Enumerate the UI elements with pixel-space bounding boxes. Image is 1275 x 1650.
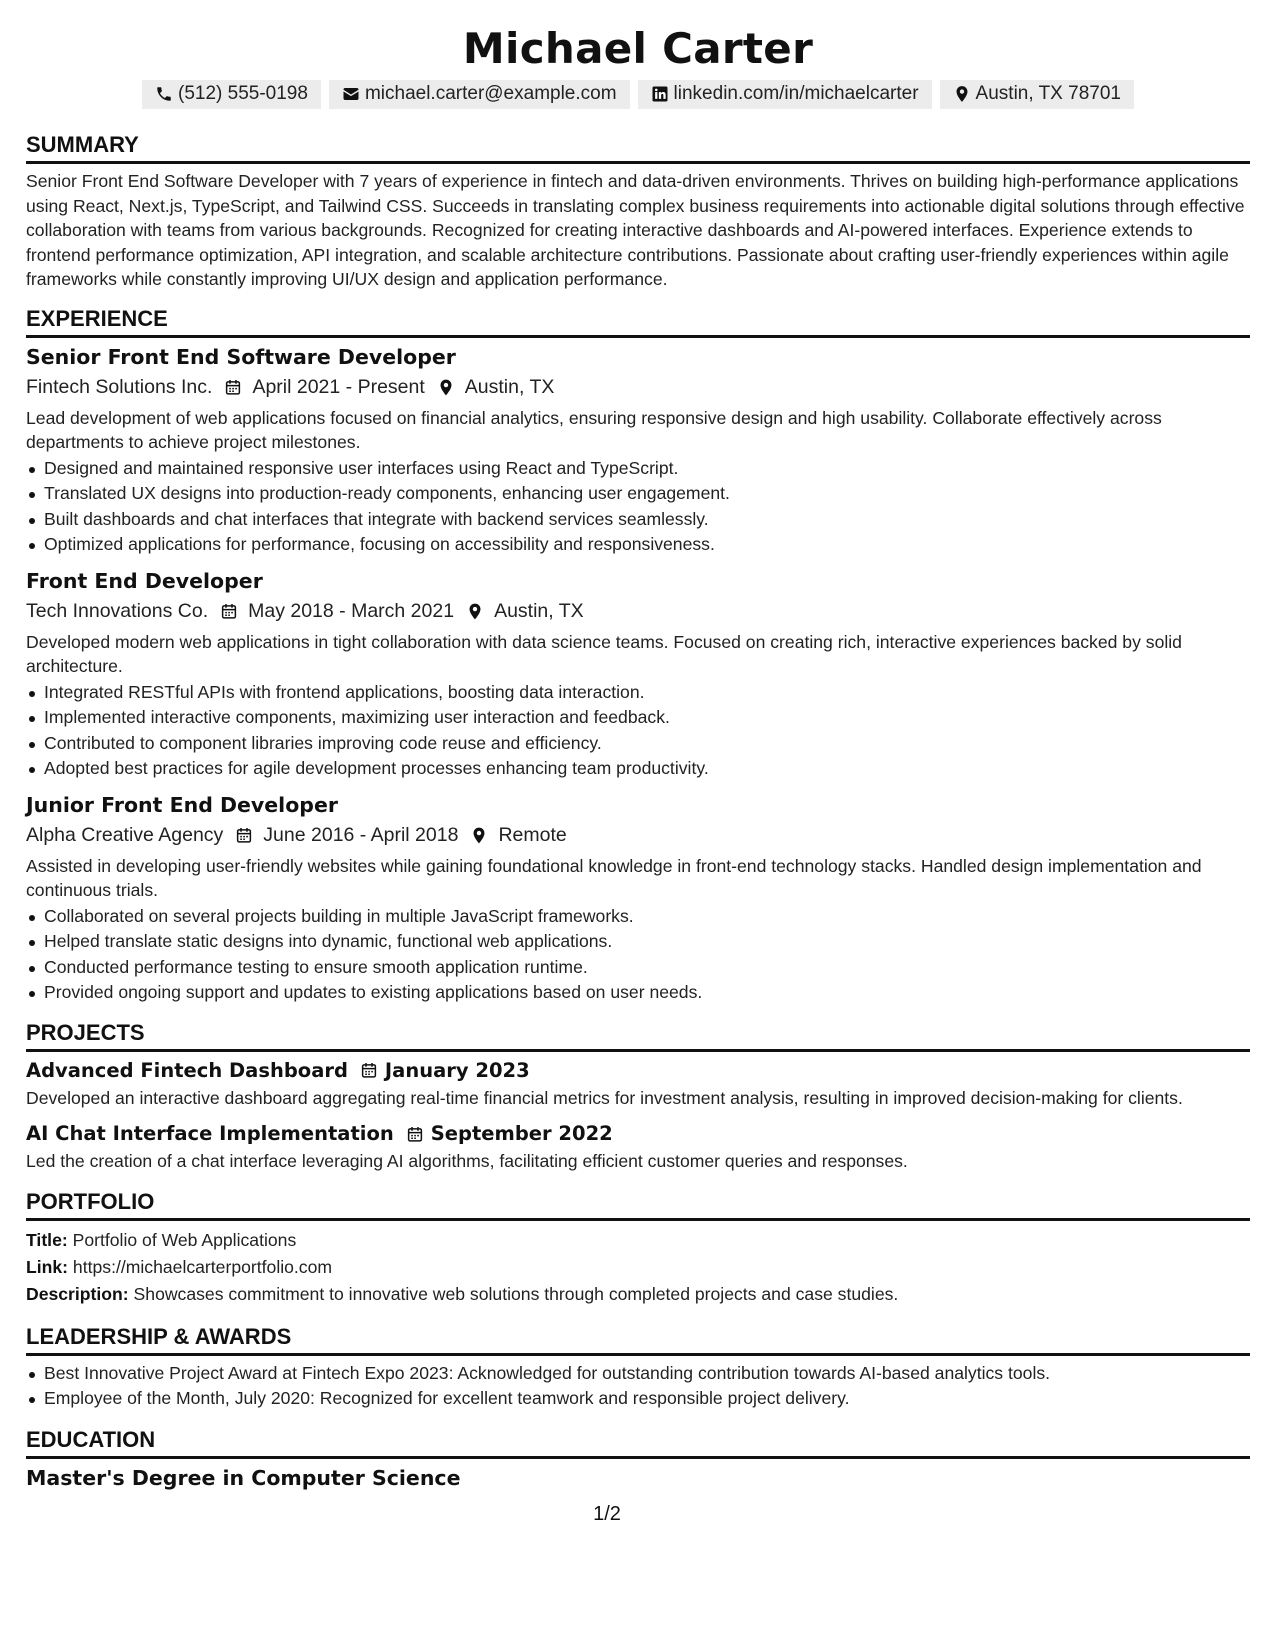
list-item: Built dashboards and chat interfaces that integrate with backend services seamlessly.	[26, 507, 1250, 533]
map-pin-icon	[953, 85, 971, 103]
job-company: Alpha Creative Agency	[26, 823, 224, 846]
map-pin-icon	[437, 378, 455, 397]
resume-page	[26, 0, 1250, 1491]
project-title-row	[26, 1058, 1250, 1084]
education-heading: EDUCATION	[26, 1427, 1250, 1459]
portfolio-title-label: Title:	[26, 1229, 68, 1250]
contact-phone[interactable]	[142, 80, 321, 109]
list-item: Contributed to component libraries improving code reuse and efficiency.	[26, 731, 1250, 757]
portfolio-link[interactable]: https://michaelcarterportfolio.com	[72, 1256, 333, 1277]
summary-text: Senior Front End Software Developer with 7 years of experience in fintech and data-driven environments. Thrives on building high-performance applications using React, Next.js, TypeScript, and Tailwind CSS. Succeeds in translating complex business requirements into actionable digital solutions through effective collaboration with teams from various backgrounds. Recognized for creating interactive dashboards and AI-powered interfaces. Experience extends to frontend performance optimization, API integration, and scalable architecture contributions. Passionate about crafting user-friendly experiences within agile frameworks while constantly improving UI/UX design and application performance.	[26, 171, 1245, 289]
job-company: Fintech Solutions Inc.	[26, 375, 213, 398]
portfolio-heading: PORTFOLIO	[26, 1189, 1250, 1221]
contact-location-text: Austin, TX 78701	[975, 83, 1121, 104]
portfolio-title-value: Portfolio of Web Applications	[72, 1229, 297, 1250]
projects-section	[26, 1020, 1250, 1174]
portfolio-description-value: Showcases commitment to innovative web solutions through completed projects and case studies.	[133, 1283, 899, 1304]
portfolio-title-row	[26, 1227, 1250, 1254]
contact-linkedin-text: linkedin.com/in/michaelcarter	[673, 83, 919, 104]
calendar-icon	[224, 378, 242, 397]
map-pin-icon	[470, 826, 488, 845]
summary-heading: SUMMARY	[26, 132, 1250, 164]
project-entry	[26, 1058, 1250, 1111]
contact-phone-text: (512) 555-0198	[178, 83, 308, 104]
list-item: Implemented interactive components, maximizing user interaction and feedback.	[26, 705, 1250, 731]
calendar-icon	[406, 1125, 424, 1144]
job-entry	[26, 792, 1250, 1006]
awards-section	[26, 1324, 1250, 1412]
education-section	[26, 1427, 1250, 1491]
candidate-name: Michael Carter	[462, 24, 814, 73]
education-degree: Master's Degree in Computer Science	[26, 1465, 461, 1490]
list-item: Best Innovative Project Award at Fintech Expo 2023: Acknowledged for outstanding contribution towards AI-based analytics tools.	[26, 1361, 1250, 1387]
job-description: Assisted in developing user-friendly websites while gaining foundational knowledge in front-end technology stacks. Handled design implementation and continuous trials.	[26, 855, 1202, 900]
project-name: Advanced Fintech Dashboard	[26, 1058, 348, 1082]
list-item: Helped translate static designs into dynamic, functional web applications.	[26, 929, 1250, 955]
job-dates: June 2016 - April 2018	[263, 823, 459, 846]
project-date: September 2022	[430, 1122, 613, 1145]
list-item: Integrated RESTful APIs with frontend applications, boosting data interaction.	[26, 680, 1250, 706]
list-item: Optimized applications for performance, focusing on accessibility and responsiveness.	[26, 532, 1250, 558]
list-item: Conducted performance testing to ensure smooth application runtime.	[26, 955, 1250, 981]
job-title: Front End Developer	[26, 568, 263, 593]
portfolio-description-row	[26, 1281, 1250, 1308]
contact-bar	[26, 80, 1250, 109]
envelope-icon	[342, 85, 360, 103]
list-item: Collaborated on several projects building in multiple JavaScript frameworks.	[26, 904, 1250, 930]
job-description: Developed modern web applications in tight collaboration with data science teams. Focused on creating rich, interactive experiences backed by solid architecture.	[26, 631, 1182, 676]
contact-email[interactable]	[329, 80, 630, 109]
list-item: Provided ongoing support and updates to existing applications based on user needs.	[26, 980, 1250, 1006]
linkedin-icon	[651, 85, 669, 103]
project-title-row	[26, 1121, 1250, 1147]
contact-location	[940, 80, 1134, 109]
job-location: Austin, TX	[464, 375, 555, 398]
job-dates: May 2018 - March 2021	[248, 599, 455, 622]
project-entry	[26, 1121, 1250, 1174]
job-entry	[26, 568, 1250, 782]
portfolio-link-label: Link:	[26, 1256, 69, 1277]
project-description: Led the creation of a chat interface leveraging AI algorithms, facilitating efficient customer queries and responses.	[26, 1151, 908, 1171]
job-bullets	[26, 904, 1250, 1006]
job-description: Lead development of web applications focused on financial analytics, ensuring responsive design and high usability. Collaborate effectively across departments to achieve project milestones.	[26, 407, 1162, 452]
page-number: 1/2	[593, 1503, 621, 1525]
calendar-icon	[360, 1061, 378, 1080]
job-title: Junior Front End Developer	[26, 792, 338, 817]
contact-linkedin[interactable]	[638, 80, 932, 109]
job-dates: April 2021 - Present	[252, 375, 425, 398]
list-item: Employee of the Month, July 2020: Recognized for excellent teamwork and responsible project delivery.	[26, 1386, 1250, 1412]
job-meta	[26, 823, 1250, 848]
job-meta	[26, 599, 1250, 624]
experience-section	[26, 306, 1250, 1006]
job-location: Remote	[498, 823, 567, 846]
list-item: Designed and maintained responsive user interfaces using React and TypeScript.	[26, 456, 1250, 482]
contact-email-text: michael.carter@example.com	[364, 83, 617, 104]
experience-heading: EXPERIENCE	[26, 306, 1250, 338]
calendar-icon	[220, 602, 238, 621]
map-pin-icon	[466, 602, 484, 621]
job-entry	[26, 344, 1250, 558]
portfolio-section	[26, 1189, 1250, 1308]
project-description: Developed an interactive dashboard aggregating real-time financial metrics for investment analysis, resulting in improved decision-making for clients.	[26, 1087, 1183, 1108]
job-location: Austin, TX	[494, 599, 584, 622]
job-bullets	[26, 456, 1250, 558]
job-bullets	[26, 680, 1250, 782]
job-company: Tech Innovations Co.	[26, 599, 209, 622]
summary-section	[26, 132, 1250, 292]
project-date: January 2023	[384, 1058, 530, 1082]
list-item: Translated UX designs into production-ready components, enhancing user engagement.	[26, 481, 1250, 507]
portfolio-description-label: Description:	[26, 1283, 129, 1304]
calendar-icon	[235, 826, 253, 845]
list-item: Adopted best practices for agile development processes enhancing team productivity.	[26, 756, 1250, 782]
awards-heading: LEADERSHIP & AWARDS	[26, 1324, 1250, 1356]
job-title: Senior Front End Software Developer	[26, 344, 456, 369]
job-meta	[26, 375, 1250, 400]
portfolio-link-row	[26, 1254, 1250, 1281]
phone-icon	[155, 85, 173, 103]
projects-heading: PROJECTS	[26, 1020, 1250, 1052]
project-name: AI Chat Interface Implementation	[26, 1122, 394, 1145]
awards-list	[26, 1361, 1250, 1412]
